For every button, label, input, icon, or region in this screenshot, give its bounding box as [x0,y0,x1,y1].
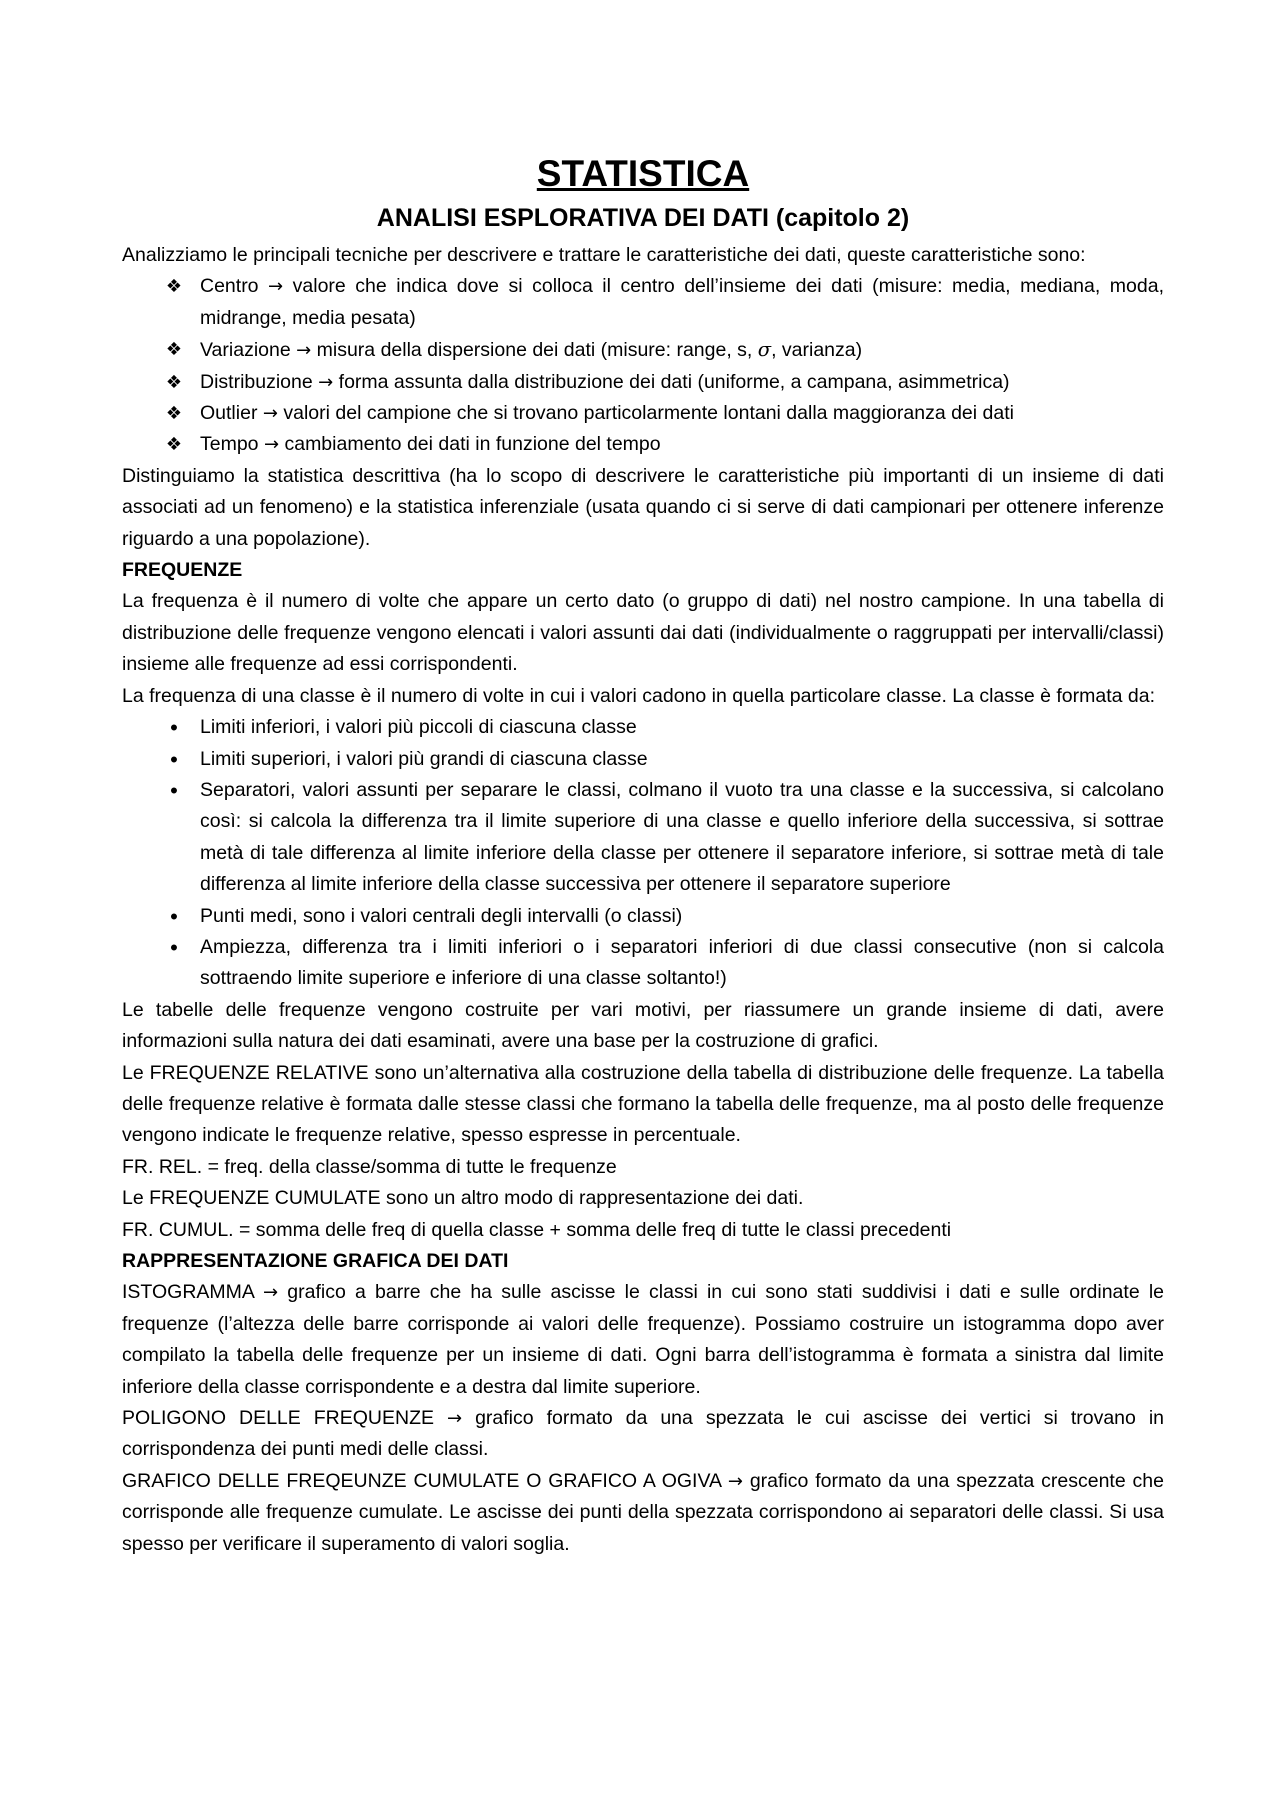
class-frequency-paragraph: La frequenza di una classe è il numero di volte in cui i valori cadono in quella particolare classe. La classe è formata da: [122,684,1155,707]
ogive-term: GRAFICO DELLE FREQEUNZE CUMULATE O GRAFICO A OGIVA [122,1469,721,1492]
item-desc: misura della dispersione dei dati (misure: range, s, [316,339,753,362]
list-item [122,271,1164,334]
right-arrow-icon: → [318,371,334,393]
bullet-dot-icon: • [170,903,178,929]
relative-frequency-paragraph: Le FREQUENZE RELATIVE sono un’alternativa alla costruzione della tabella di distribuzione delle frequenze. La tabella delle frequenze relative è formata dalle stesse classi che formano la tabella delle frequenze, ma al posto delle frequenze vengono indicate le frequenze relative, spesso espresse in percentuale. [122,1061,1164,1147]
sigma-symbol: σ [757,338,772,362]
list-item [122,398,1164,429]
cumulative-frequency-formula: FR. CUMUL. = somma delle freq di quella classe + somma delle freq di tutte le classi precedenti [122,1218,952,1241]
diamond-bullet-icon: ❖ [165,434,183,455]
list-item [122,932,1164,995]
list-item [122,334,1164,366]
histogram-desc: grafico a barre che ha sulle ascisse le classi in cui sono stati suddivisi i dati e sulle ordinate le frequenze (l’altezza delle barre corrisponde ai valori delle frequenze). Possiamo costruire un istogramma dopo aver compilato la tabella delle frequenze per un insieme di dati. Ogni barra dell’istogramma è formata a sinistra dal limite inferiore della classe corrispondente e a destra dal limite superiore. [122,1281,1165,1398]
item-desc: valori del campione che si trovano particolarmente lontani dalla maggioranza dei dati [283,402,1014,425]
item-term: Variazione [200,339,291,362]
histogram-term: ISTOGRAMMA [122,1281,254,1304]
page-title: STATISTICA [536,153,750,194]
right-arrow-icon: → [262,403,278,425]
stat-types-paragraph: Distinguiamo la statistica descrittiva (ha lo scopo di descrivere le caratteristiche più importanti di un insieme di dati associati ad un fenomeno) e la statistica inferenziale (usata quando ci si serve di dati campionari per ottenere inferenze riguardo a una popolazione). [122,464,1164,550]
item-term: Distribuzione [200,370,313,393]
right-arrow-icon: → [296,340,312,362]
item-desc: valore che indica dove si colloca il centro dell’insieme dei dati (misure: media, mediana, moda, midrange, media pesata) [200,275,1164,329]
section-heading-grafici: RAPPRESENTAZIONE GRAFICA DEI DATI [122,1250,509,1272]
characteristics-list [122,271,1164,460]
list-item [122,367,1164,398]
intro-paragraph: Analizziamo le principali tecniche per descrivere e trattare le caratteristiche dei dati, queste caratteristiche sono: [122,244,1086,266]
polygon-desc: grafico formato da una spezzata le cui ascisse dei vertici si trovano in corrispondenza dei punti medi delle classi. [122,1407,1165,1461]
ogive-paragraph [122,1466,1164,1560]
item-text: Limiti inferiori, i valori più piccoli di ciascuna classe [200,716,637,739]
bullet-dot-icon: • [170,746,178,772]
item-term: Centro [200,275,259,298]
histogram-paragraph [122,1277,1164,1403]
polygon-term: POLIGONO DELLE FREQUENZE [122,1407,435,1430]
diamond-bullet-icon: ❖ [165,339,183,360]
class-parts-list [122,712,1164,995]
list-item [122,901,1164,932]
item-desc: forma assunta dalla distribuzione dei dati (uniforme, a campana, asimmetrica) [338,370,1010,393]
frequency-tables-paragraph: Le tabelle delle frequenze vengono costruite per vari motivi, per riassumere un grande insieme di dati, avere informazioni sulla natura dei dati esaminati, avere una base per la costruzione di grafici. [122,998,1164,1053]
cumulative-frequency-paragraph: Le FREQUENZE CUMULATE sono un altro modo di rappresentazione dei dati. [122,1187,804,1210]
item-text: Ampiezza, differenza tra i limiti inferiori o i separatori inferiori di due classi consecutive (non si calcola sottraendo limite superiore e inferiore di una classe soltanto!) [200,935,1164,990]
item-desc-end: , varianza) [771,339,863,362]
list-item [122,744,1164,775]
list-item [122,712,1164,743]
relative-frequency-formula: FR. REL. = freq. della classe/somma di tutte le frequenze [122,1155,617,1178]
bullet-dot-icon: • [170,777,178,803]
diamond-bullet-icon: ❖ [165,403,183,424]
right-arrow-icon: → [263,1282,279,1304]
document-page [122,150,1164,1560]
right-arrow-icon: → [727,1470,743,1492]
polygon-paragraph [122,1403,1164,1466]
list-item [122,775,1164,901]
bullet-dot-icon: • [170,934,178,960]
page-subtitle: ANALISI ESPLORATIVA DEI DATI (capitolo 2) [376,204,910,232]
list-item [122,429,1164,460]
right-arrow-icon: → [268,276,284,298]
right-arrow-icon: → [263,434,280,456]
diamond-bullet-icon: ❖ [165,371,183,392]
section-heading-frequenze: FREQUENZE [122,559,243,582]
ogive-desc: grafico formato da una spezzata crescente che corrisponde alle frequenze cumulate. Le ascisse dei punti della spezzata corrispondono ai separatori delle classi. Si usa spesso per verificare il superamento di valori soglia. [122,1469,1164,1555]
item-term: Tempo [200,433,259,456]
item-text: Separatori, valori assunti per separare le classi, colmano il vuoto tra una classe e la successiva, si calcolano così: si calcola la differenza tra il limite superiore di una classe e quello inferiore della successiva, si sottrae metà di tale differenza al limite inferiore della classe per ottenere il separatore inferiore, si sottrae metà di tale differenza al limite inferiore della classe successiva per ottenere il separatore superiore [200,778,1164,896]
item-text: Punti medi, sono i valori centrali degli intervalli (o classi) [200,904,683,927]
item-text: Limiti superiori, i valori più grandi di ciascuna classe [200,747,648,770]
item-term: Outlier [200,402,258,425]
item-desc: cambiamento dei dati in funzione del tempo [284,433,661,456]
frequency-definition-paragraph: La frequenza è il numero di volte che appare un certo dato (o gruppo di dati) nel nostro campione. In una tabella di distribuzione delle frequenze vengono elencati i valori assunti dai dati (individualmente o raggruppati per intervalli/classi) insieme alle frequenze ad essi corrispondenti. [122,590,1164,676]
right-arrow-icon: → [447,1408,463,1430]
diamond-bullet-icon: ❖ [165,276,183,297]
bullet-dot-icon: • [170,715,178,741]
